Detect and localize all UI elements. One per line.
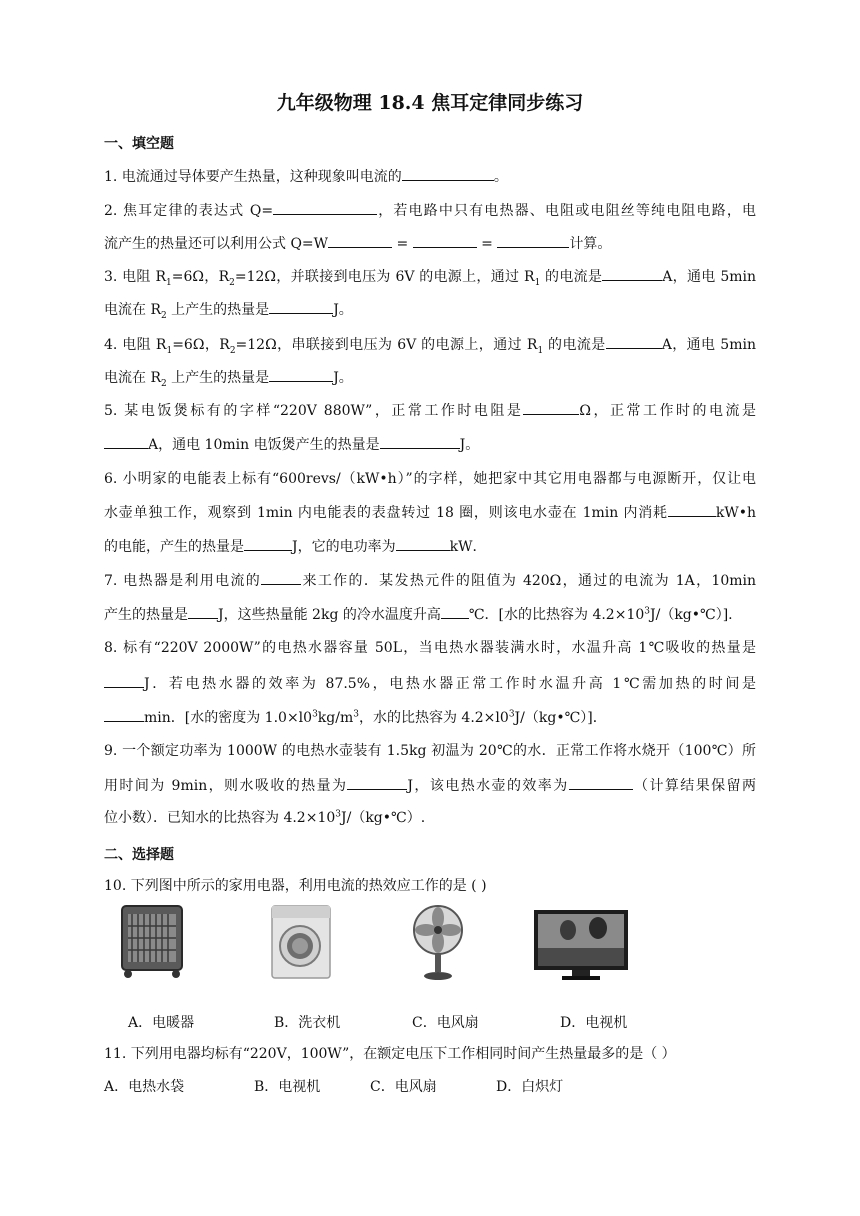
question-text: 位小数）．已知水的比热容为 4.2×10 [104, 810, 336, 826]
question-5-line-2 [104, 434, 756, 455]
question-text: A，通电 10min 电饭煲产生的热量是 [148, 437, 380, 453]
question-text: A，通电 5min [662, 269, 756, 285]
question-text: 用时间为 9min，则水吸收的热量为 [104, 778, 348, 794]
question-text: 计算。 [569, 236, 612, 252]
superscript: 3 [312, 709, 318, 720]
section-heading-multiple-choice: 二、选择题 [104, 847, 174, 863]
subscript: 2 [161, 378, 167, 389]
television-image [532, 908, 630, 986]
answer-blank[interactable] [261, 570, 301, 585]
question-text: ，水的比热容为 4.2×l0 [358, 710, 509, 726]
question-text: 1. 电流通过导体要产生热量，这种现象叫电流的 [104, 169, 402, 185]
question-3-line-1 [104, 266, 756, 287]
question-8-line-2 [104, 673, 756, 694]
superscript: 3 [353, 709, 359, 720]
question-6-line-2 [104, 502, 756, 523]
subscript: 2 [229, 277, 235, 288]
question-text: 3. 电阻 R [104, 269, 166, 285]
question-text: J。 [333, 370, 353, 386]
subscript: 2 [161, 310, 167, 321]
question-2-line-2 [104, 233, 756, 254]
question-9-line-1 [104, 741, 756, 761]
question-text: =6Ω，R [171, 269, 230, 285]
question-7-line-1 [104, 570, 756, 591]
subscript: 1 [166, 277, 172, 288]
answer-blank[interactable] [328, 233, 392, 248]
question-text: 2. 焦耳定律的表达式 Q= [104, 203, 274, 219]
answer-blank[interactable] [188, 604, 218, 619]
question-4-line-1 [104, 334, 756, 355]
question-text: J．若电热水器的效率为 87.5%，电热水器正常工作时水温升高 1℃需加热的时间是 [144, 676, 756, 692]
question-text: J，它的电功率为 [292, 539, 396, 555]
question-11: 11. 下列用电器均标有“220V，100W”，在额定电压下工作相同时间产生热量最多的是（ ） [104, 1046, 676, 1062]
answer-blank[interactable] [269, 299, 333, 314]
question-8-line-3 [104, 707, 756, 728]
superscript: 3 [644, 606, 650, 617]
question-text: J，该电热水壶的效率为 [407, 778, 569, 794]
answer-blank[interactable] [497, 233, 569, 248]
question-text: kW． [449, 539, 487, 555]
question-text: kW•h [715, 505, 756, 521]
electric-fan-image [408, 904, 468, 984]
question-text: 9. 一个额定功率为 1000W 的电热水壶装有 1.5kg 初温为 20℃的水．正常工作将水烧开（100℃）所 [104, 743, 756, 759]
question-text: 电流在 R [104, 302, 161, 318]
option-b[interactable]: B．洗衣机 [274, 1015, 341, 1031]
subscript: 2 [229, 345, 236, 356]
answer-blank[interactable] [441, 604, 469, 619]
question-9-line-2 [104, 775, 756, 796]
washing-machine-image [268, 904, 334, 982]
question-text: 8. 标有“220V 2000W”的电热水器容量 50L，当电热水器装满水时，水温升高 1℃吸收的热量是 [104, 640, 756, 656]
question-10: 10. 下列图中所示的家用电器，利用电流的热效应工作的是 ( ) [104, 878, 487, 894]
subscript: 1 [534, 277, 541, 288]
question-text: （计算结果保留两 [632, 778, 756, 794]
question-9-line-3 [104, 808, 756, 828]
answer-blank[interactable] [523, 400, 579, 415]
option-c[interactable]: C．电风扇 [370, 1079, 437, 1095]
option-a[interactable]: A．电热水袋 [104, 1079, 185, 1095]
option-b[interactable]: B．电视机 [254, 1079, 321, 1095]
question-text: J/（kg•℃）. [341, 810, 426, 826]
question-text: 流产生的热量还可以利用公式 Q=W [104, 236, 329, 252]
answer-blank[interactable] [413, 233, 477, 248]
question-text: 产生的热量是 [104, 607, 188, 623]
question-text: ℃．[水的比热容为 4.2×10 [468, 607, 645, 623]
question-2-line-1 [104, 200, 756, 221]
question-text: =12Ω，并联接到电压为 6V 的电源上，通过 R [234, 269, 535, 285]
question-text: kg/m [317, 710, 354, 726]
option-a[interactable]: A．电暖器 [128, 1015, 195, 1031]
question-text: 来工作的．某发热元件的阻值为 420Ω，通过的电流为 1A，10min [301, 573, 756, 589]
question-5-line-1 [104, 400, 756, 421]
answer-blank[interactable] [104, 434, 148, 449]
question-text: =12Ω，串联接到电压为 6V 的电源上，通过 R [235, 337, 538, 353]
answer-blank[interactable] [104, 707, 144, 722]
option-c[interactable]: C．电风扇 [412, 1015, 479, 1031]
question-text: J/（kg•℃）]． [514, 710, 607, 726]
question-text: 5. 某电饭煲标有的字样“220V 880W”，正常工作时电阻是 [104, 403, 524, 419]
question-text: ，若电路中只有电热器、电阻或电阻丝等纯电阻电路，电 [377, 203, 756, 219]
electric-heater-image [116, 902, 188, 980]
answer-blank[interactable] [104, 673, 144, 688]
question-text: 的电能，产生的热量是 [104, 539, 244, 555]
question-10-images [104, 900, 664, 990]
question-text: 。 [493, 169, 508, 185]
question-text: 上产生的热量是 [166, 302, 270, 318]
answer-blank[interactable] [402, 166, 494, 181]
question-text: Ω，正常工作时的电流是 [579, 403, 757, 419]
page-title: 九年级物理 18.4 焦耳定律同步练习 [276, 92, 584, 114]
answer-blank[interactable] [347, 775, 407, 790]
question-8-line-1 [104, 638, 756, 658]
question-text: J/（kg•℃）]. [650, 607, 733, 623]
option-d[interactable]: D．电视机 [560, 1015, 628, 1031]
question-7-line-2 [104, 604, 756, 625]
superscript: 3 [335, 809, 341, 820]
question-text: J。 [333, 302, 353, 318]
answer-blank[interactable] [380, 434, 460, 449]
question-text: J。 [459, 437, 480, 453]
answer-blank[interactable] [569, 775, 633, 790]
question-text: J，这些热量能 2kg 的冷水温度升高 [218, 607, 441, 623]
question-4-line-2 [104, 367, 756, 388]
subscript: 1 [166, 345, 173, 356]
answer-blank[interactable] [244, 536, 292, 551]
section-heading-fill-blank: 一、填空题 [104, 136, 174, 152]
question-text: =6Ω，R [172, 337, 230, 353]
question-text: 6. 小明家的电能表上标有“600revs/（kW•h）”的字样，她把家中其它用电器都与电源断开，仅让电 [104, 471, 756, 487]
question-text: 7. 电热器是利用电流的 [104, 573, 262, 589]
question-text: A，通电 5min [661, 337, 756, 353]
answer-blank[interactable] [396, 536, 450, 551]
answer-blank[interactable] [602, 266, 662, 281]
subscript: 1 [537, 345, 544, 356]
answer-blank[interactable] [273, 200, 377, 215]
question-text: = [392, 236, 413, 252]
question-text: 电流在 R [104, 370, 161, 386]
option-d[interactable]: D．白炽灯 [496, 1079, 564, 1095]
question-text: 水壶单独工作，观察到 1min 内电能表的表盘转过 18 圈，则该电水壶在 1min 内消耗 [104, 505, 668, 521]
question-text: 4. 电阻 R [104, 337, 167, 353]
question-text: = [476, 236, 498, 252]
question-text: 的电流是 [540, 269, 603, 285]
answer-blank[interactable] [269, 367, 333, 382]
question-text: 的电流是 [543, 337, 606, 353]
question-6-line-3 [104, 536, 756, 557]
superscript: 3 [508, 709, 515, 720]
answer-blank[interactable] [668, 502, 716, 517]
question-3-line-2 [104, 299, 756, 320]
answer-blank[interactable] [606, 334, 662, 349]
question-text: min．[水的密度为 1.0×l0 [144, 710, 313, 726]
question-10-options [104, 1012, 664, 1032]
question-text: 上产生的热量是 [166, 370, 270, 386]
question-1 [104, 166, 756, 187]
question-6-line-1 [104, 469, 756, 489]
